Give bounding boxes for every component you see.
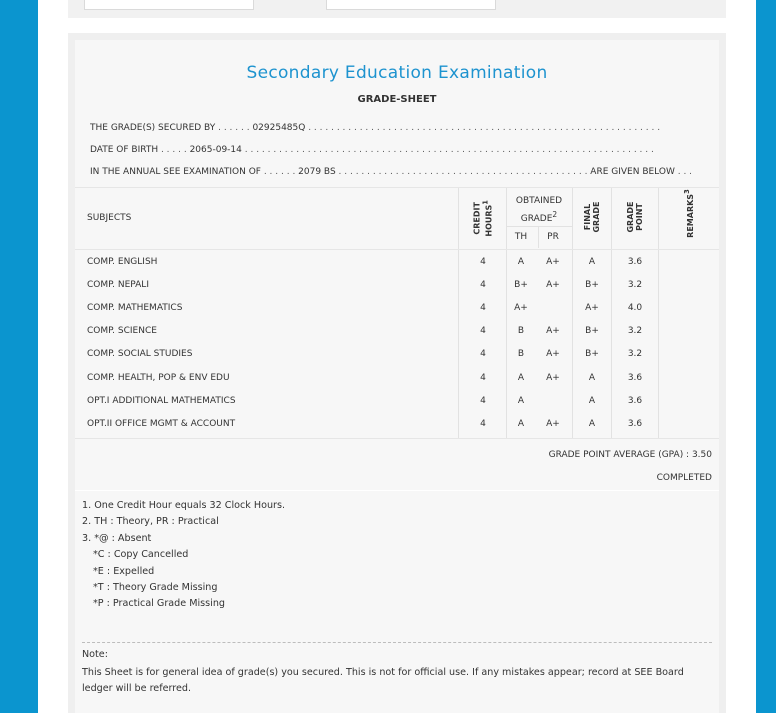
dots: . . . . . . . . . . . . . . . . . . . . . . . . . . . . . . . . . . . . . . . . . . . . . . . . . . . . . . . . . . . . . .	[305, 123, 661, 133]
subjects-header: SUBJECTS	[87, 213, 132, 223]
dob-label: DATE OF BIRTH	[90, 145, 159, 155]
exam-label: IN THE ANNUAL SEE EXAMINATION OF	[90, 167, 261, 177]
table-row	[75, 343, 719, 366]
final-grade-cell: B+	[585, 349, 599, 360]
grade-point-cell: 3.6	[627, 395, 643, 406]
pr-header: PR	[547, 232, 559, 242]
grade-point-cell: 3.6	[627, 257, 643, 267]
credit-hours-cell: 4	[480, 349, 486, 360]
exam-year: 2079 BS	[298, 167, 336, 177]
grade-point-header	[626, 197, 644, 237]
gp-header-line1: GRADE	[626, 201, 635, 233]
gpa-value: GRADE POINT AVERAGE (GPA) : 3.50	[548, 450, 712, 460]
sheet-subtitle: GRADE-SHEET	[357, 94, 437, 105]
remarks-header	[683, 190, 695, 238]
secured-by-line	[90, 123, 706, 133]
dots: . . . . . .	[260, 167, 299, 177]
dots: . . . . . .	[215, 123, 253, 133]
credit-header-line1: CREDIT	[472, 202, 482, 235]
footnote-item: *E : Expelled	[93, 565, 155, 577]
footnote-item: 2. TH : Theory, PR : Practical	[82, 516, 219, 528]
grade-point-cell: 3.2	[627, 326, 643, 337]
credit-hours-cell: 4	[480, 372, 486, 383]
table-row	[75, 390, 719, 413]
table-row	[75, 367, 719, 390]
obtained-header-line1: OBTAINED	[515, 196, 563, 206]
th-grade-cell: B+	[514, 280, 528, 291]
th-grade-cell: A	[517, 257, 525, 267]
page	[38, 0, 756, 713]
footnote-item: 3. *@ : Absent	[82, 532, 152, 544]
dob-line	[90, 145, 706, 155]
symbol-number-input[interactable]	[84, 0, 254, 10]
subject-cell: COMP. SCIENCE	[87, 326, 157, 337]
credit-header-line2: HOURS	[484, 204, 494, 237]
final-header-line2: GRADE	[592, 201, 601, 233]
note-label: Note:	[82, 649, 108, 660]
exam-line	[90, 167, 706, 177]
subject-cell: OPT.I ADDITIONAL MATHEMATICS	[87, 395, 236, 406]
divider	[75, 490, 719, 491]
th-grade-cell: B	[517, 326, 525, 337]
gp-header-line2: POINT	[635, 203, 644, 231]
pr-grade-cell: A+	[546, 280, 560, 291]
obtained-header-line2: GRADE	[520, 214, 553, 224]
obtained-grade-header	[507, 195, 571, 226]
final-grade-cell: A	[588, 257, 596, 267]
subject-cell: OPT.II OFFICE MGMT & ACCOUNT	[87, 418, 236, 429]
footnote-marker: 1	[481, 200, 490, 205]
footnote-marker: 3	[683, 189, 692, 194]
pr-grade-cell: A+	[546, 326, 560, 337]
pr-grade-cell: A+	[546, 257, 560, 267]
th-header: TH	[514, 232, 528, 242]
grade-point-cell: 3.2	[627, 349, 643, 360]
table-row	[75, 320, 719, 343]
divider	[75, 438, 719, 439]
pr-grade-cell: A+	[546, 349, 560, 360]
dashed-divider	[82, 642, 712, 643]
credit-hours-header	[473, 194, 494, 242]
secured-by-label: THE GRADE(S) SECURED BY	[90, 123, 216, 133]
exam-title: Secondary Education Examination	[246, 63, 548, 83]
final-grade-cell: A	[588, 395, 596, 406]
exam-suffix: ARE GIVEN BELOW	[590, 167, 675, 177]
th-grade-cell: A+	[514, 303, 528, 314]
footnotes	[82, 498, 712, 613]
credit-hours-cell: 4	[480, 395, 486, 406]
th-grade-cell: A	[517, 372, 525, 383]
symbol-number: 02925485Q	[252, 123, 306, 133]
pr-grade-cell: A+	[546, 372, 560, 383]
note-text: This Sheet is for general idea of grade(s) you secured. This is not for official use. If any mistakes appear; record at SEE Board ledger will be referred.	[82, 667, 684, 694]
credit-hours-cell: 4	[480, 418, 486, 429]
pr-grade-cell: A+	[546, 418, 560, 429]
th-grade-cell: A	[517, 395, 525, 406]
th-grade-cell: B	[517, 349, 525, 360]
grade-sheet	[68, 33, 726, 713]
search-form-area	[68, 0, 726, 18]
dob-value: 2065-09-14	[189, 145, 242, 155]
final-header-line1: FINAL	[583, 203, 592, 231]
grade-point-cell: 3.6	[627, 418, 643, 429]
final-grade-header	[583, 197, 601, 237]
grade-point-cell: 3.2	[627, 280, 643, 291]
th-grade-cell: A	[517, 418, 525, 429]
final-grade-cell: A+	[585, 303, 599, 314]
subject-cell: COMP. MATHEMATICS	[87, 303, 183, 314]
table-row	[75, 297, 719, 320]
dots: . . . . . . . . . . . . . . . . . . . . . . . . . . . . . . . . . . . . . . . . . . . . . . . . . . . . . . . . . . . . . . . . . . . . . . . .	[241, 145, 654, 155]
footnote-item: 1. One Credit Hour equals 32 Clock Hours.	[82, 500, 286, 511]
divider	[75, 187, 719, 188]
footnote-item: *P : Practical Grade Missing	[93, 598, 225, 610]
dots: . . . . .	[158, 145, 190, 155]
subject-cell: COMP. NEPALI	[87, 280, 149, 291]
final-grade-cell: B+	[585, 326, 599, 337]
credit-hours-cell: 4	[480, 280, 486, 291]
remarks-header-label: REMARKS	[685, 193, 695, 238]
header-divider	[506, 226, 572, 227]
footnote-item: *C : Copy Cancelled	[93, 549, 189, 561]
credit-hours-cell: 4	[480, 326, 486, 337]
subject-cell: COMP. ENGLISH	[87, 257, 158, 267]
final-grade-cell: A	[588, 372, 596, 383]
divider	[75, 249, 719, 250]
result-status: COMPLETED	[656, 473, 712, 483]
date-of-birth-input[interactable]	[326, 0, 496, 10]
dots: . . .	[674, 167, 693, 177]
subject-cell: COMP. SOCIAL STUDIES	[87, 349, 193, 360]
grade-point-cell: 3.6	[627, 372, 643, 383]
footnote-marker: 2	[552, 210, 558, 219]
table-row	[75, 274, 719, 297]
table-row	[75, 413, 719, 436]
dots: . . . . . . . . . . . . . . . . . . . . . . . . . . . . . . . . . . . . . . . . . . . .	[335, 167, 591, 177]
final-grade-cell: A	[588, 418, 596, 429]
credit-hours-cell: 4	[480, 257, 486, 267]
credit-hours-cell: 4	[480, 303, 486, 314]
grade-point-cell: 4.0	[627, 303, 643, 314]
table-row	[75, 251, 719, 274]
final-grade-cell: B+	[585, 280, 599, 291]
footnote-item: *T : Theory Grade Missing	[93, 581, 218, 593]
subject-cell: COMP. HEALTH, POP & ENV EDU	[87, 372, 230, 383]
grade-sheet-inner	[75, 40, 719, 713]
